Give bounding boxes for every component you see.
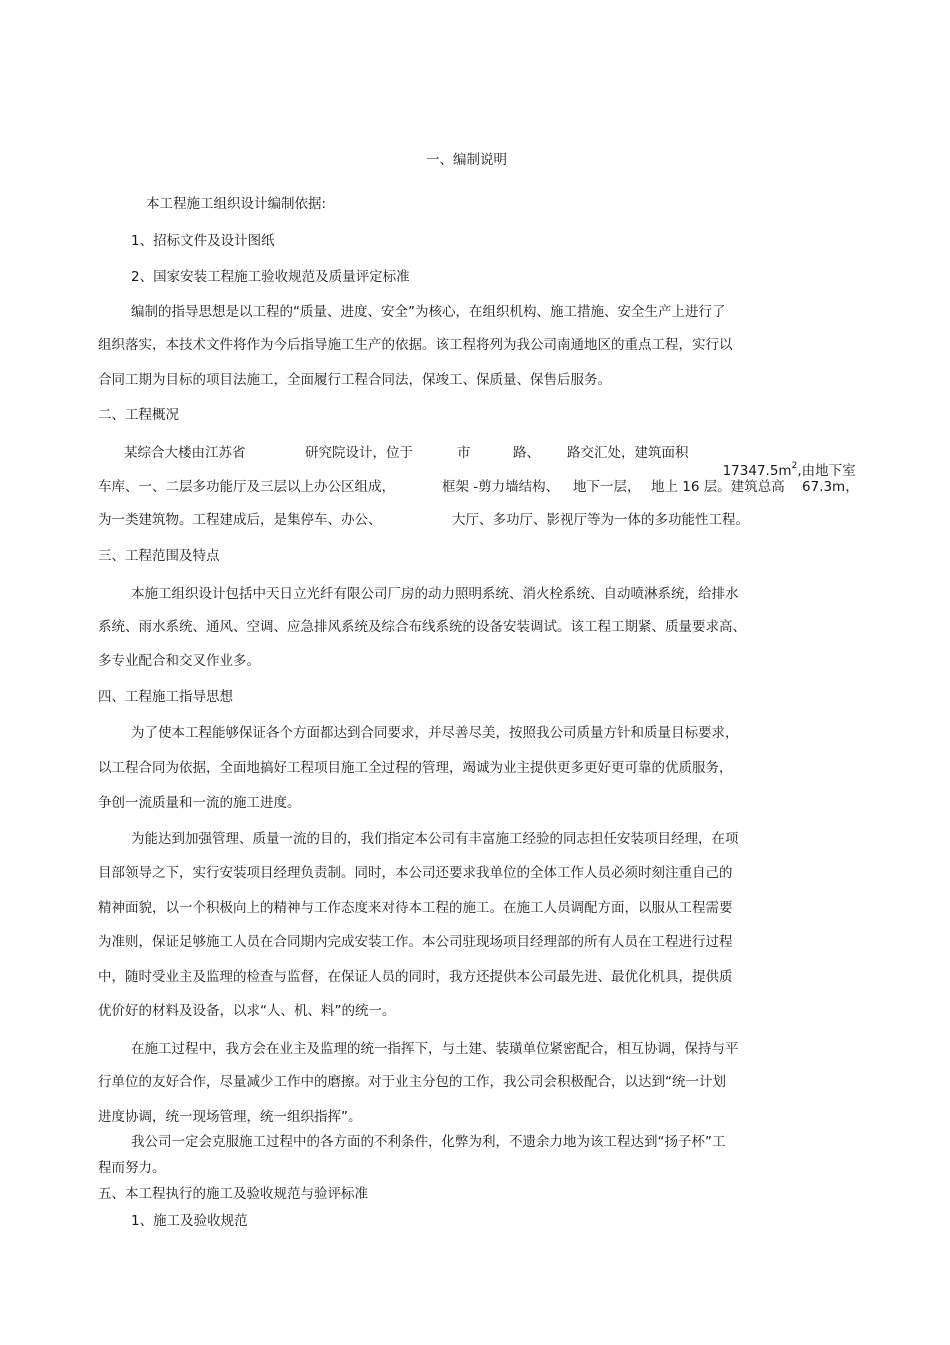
section5-item-1: 1、施工及验收规范 — [131, 1213, 248, 1229]
section3-para-line: 系统、雨水系统、通风、空调、应急排风系统及综合布线系统的设备安装调试。该工程工期紧、质量要求高、 — [98, 619, 746, 635]
overview-text: 为一类建筑物。工程建成后，是集停车、办公、 — [98, 512, 382, 528]
overview-area — [714, 444, 856, 480]
basis-intro: 本工程施工组织设计编制依据: — [146, 196, 327, 212]
overview-text: 车库、一、二层多功能厅及三层以上办公区组成， — [98, 479, 395, 495]
section4-para-line: 为准则，保证足够施工人员在合同期内完成安装工作。本公司驻现场项目经理部的所有人员在工程进行过程 — [98, 934, 733, 950]
overview-text: 地上 16 层。建筑总高 — [651, 479, 785, 495]
overview-text: 市 — [457, 445, 471, 461]
overview-text: 地下一层， — [573, 479, 641, 495]
section1-title: 一、编制说明 — [426, 152, 507, 168]
section3-title: 三、工程范围及特点 — [98, 548, 220, 564]
section1-para-line: 编制的指导思想是以工程的“质量、进度、安全”为核心，在组织机构、施工措施、安全生产上进行了 — [131, 304, 726, 320]
section4-title: 四、工程施工指导思想 — [98, 689, 233, 705]
section4-para-line: 目部领导之下，实行安装项目经理负责制。同时，本公司还要求我单位的全体工作人员必须时刻注重自己的 — [98, 865, 733, 881]
section4-para-line: 行单位的友好合作，尽量减少工作中的磨擦。对于业主分包的工作，我公司会积极配合，以达到“统一计划 — [98, 1074, 726, 1090]
section1-para-line: 组织落实，本技术文件将作为今后指导施工生产的依据。该工程将列为我公司南通地区的重点工程，实行以 — [98, 337, 733, 353]
section4-para-line: 为能达到加强管理、质量一流的目的，我们指定本公司有丰富施工经验的同志担任安装项目经理，在项 — [131, 831, 739, 847]
section4-para-line: 精神面貌，以一个积极向上的精神与工作态度来对待本工程的施工。在施工人员调配方面，以服从工程需要 — [98, 900, 733, 916]
overview-text: 路交汇处，建筑面积 — [567, 445, 689, 461]
section4-para-line: 争创一流质量和一流的施工进度。 — [98, 795, 301, 811]
section4-para-line: 我公司一定会克服施工过程中的各方面的不利条件，化弊为利，不遗余力地为该工程达到“扬子杯”工 — [131, 1134, 726, 1150]
area-unit-superscript: 2 — [791, 461, 798, 471]
overview-text: 67.3m， — [802, 479, 859, 495]
section2-title: 二、工程概况 — [98, 407, 179, 423]
overview-text: 大厅、多功厅、影视厅等为一体的多功能性工程。 — [452, 512, 749, 528]
basis-item-1: 1、招标文件及设计图纸 — [131, 233, 275, 249]
overview-text: 研究院设计，位于 — [305, 445, 413, 461]
section3-para-line: 本施工组织设计包括中天日立光纤有限公司厂房的动力照明系统、消火栓系统、自动喷淋系统，给排水 — [131, 586, 739, 602]
section1-para-line: 合同工期为目标的项目法施工，全面履行工程合同法，保竣工、保质量、保售后服务。 — [98, 372, 611, 388]
overview-text: ,由地下室 — [797, 463, 856, 479]
section3-para-line: 多专业配合和交叉作业多。 — [98, 653, 260, 669]
overview-text: 路、 — [513, 445, 540, 461]
section5-title: 五、本工程执行的施工及验收规范与验评标准 — [98, 1186, 368, 1202]
section4-para-line: 程而努力。 — [98, 1160, 166, 1176]
section4-para-line: 进度协调，统一现场管理，统一组织指挥”。 — [98, 1109, 362, 1125]
section4-para-line: 中，随时受业主及监理的检查与监督，在保证人员的同时，我方还提供本公司最先进、最优化机具，提供质 — [98, 969, 733, 985]
overview-text: 框架 -剪力墙结构、 — [442, 479, 560, 495]
section4-para-line: 以工程合同为依据，全面地搞好工程项目施工全过程的管理，竭诚为业主提供更多更好更可靠的优质服务， — [98, 760, 733, 776]
area-value: 17347.5m — [722, 463, 792, 479]
overview-text: 某综合大楼由江苏省 — [124, 445, 246, 461]
section4-para-line: 在施工过程中，我方会在业主及监理的统一指挥下，与土建、装璜单位紧密配合，相互协调，保持与平 — [131, 1041, 739, 1057]
basis-item-2: 2、国家安装工程施工验收规范及质量评定标准 — [131, 269, 410, 285]
section4-para-line: 为了使本工程能够保证各个方面都达到合同要求，并尽善尽美，按照我公司质量方针和质量目标要求， — [131, 725, 739, 741]
section4-para-line: 优价好的材料及设备，以求“人、机、料”的统一。 — [98, 1003, 396, 1019]
